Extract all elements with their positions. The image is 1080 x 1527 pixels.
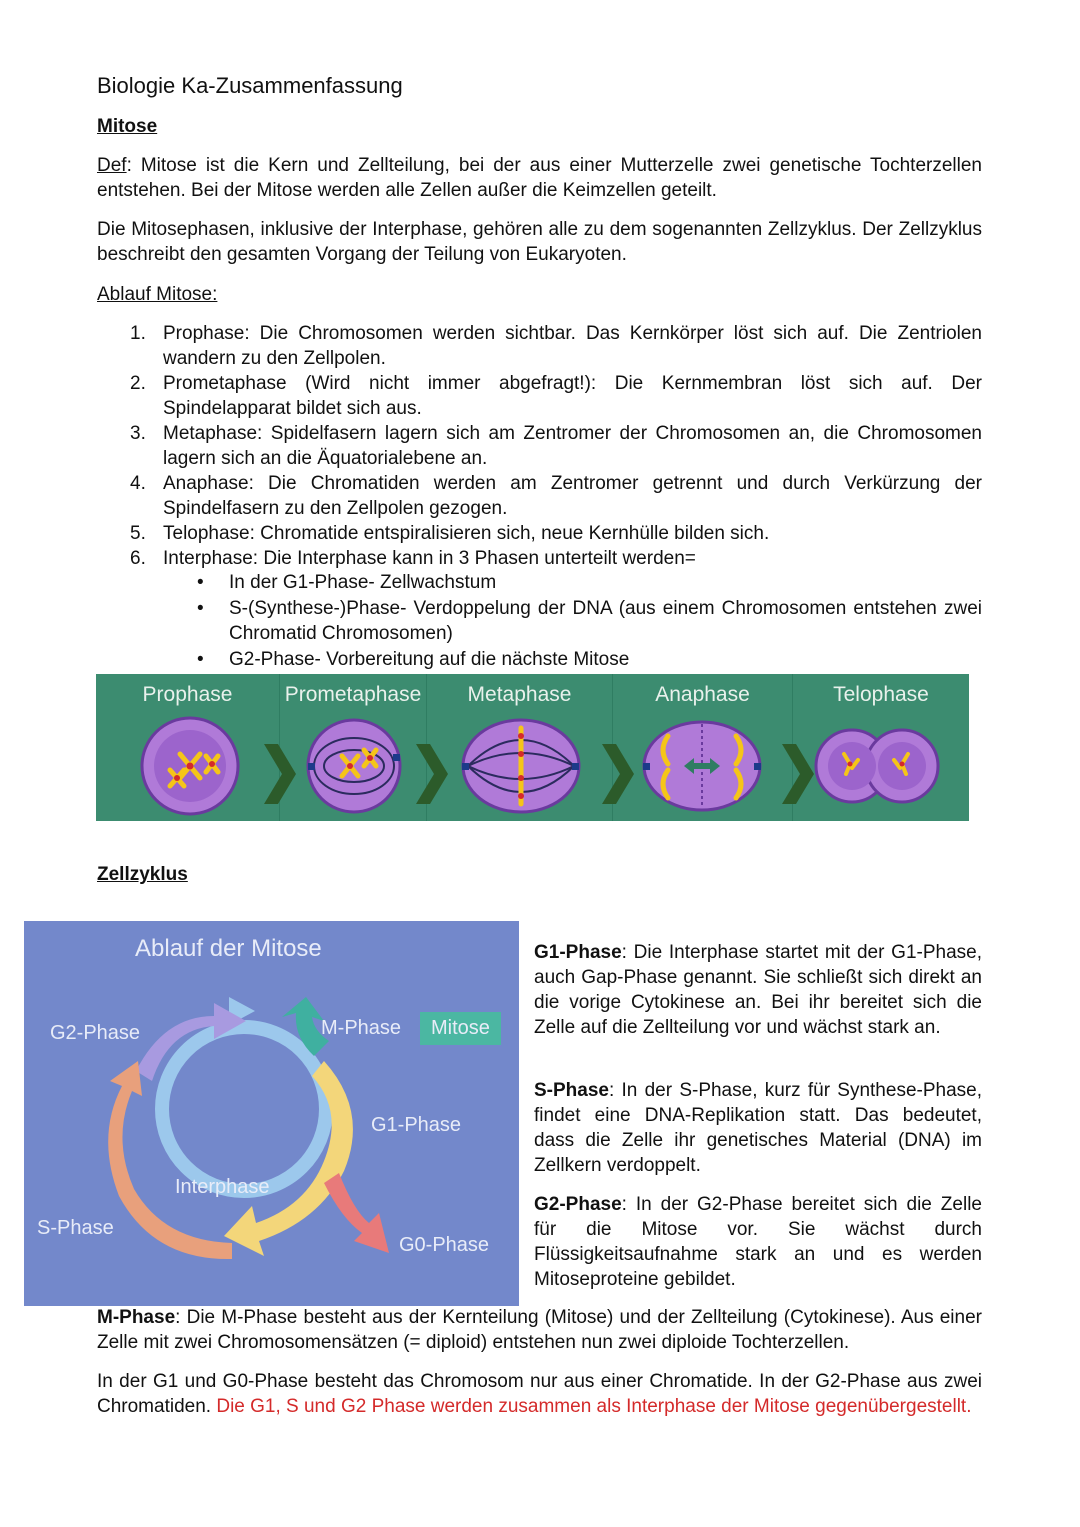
bullet-glyph: •: [197, 598, 204, 619]
interphase-bullet-list: [197, 570, 982, 672]
chevron-right-icon: [602, 744, 634, 804]
zellzyklus-intro-paragraph: Die Mitosephasen, inklusive der Interphase, gehören alle zu dem sogenannten Zellzyklus. Der Zellzyklus beschreibt den gesamten Vorgang der Teilung von Eukaryoten.: [97, 219, 982, 265]
g1-description-label: G1-Phase: [534, 942, 622, 963]
chevron-right-icon: [264, 744, 296, 804]
list-item-text: Prometaphase (Wird nicht immer abgefragt!): Die Kernmembran löst sich auf. Der Spindelapparat bildet sich aus.: [163, 373, 982, 419]
list-item: [130, 521, 982, 546]
list-item-text: Interphase: Die Interphase kann in 3 Phasen unterteilt werden=: [163, 548, 696, 569]
bullet-glyph: •: [197, 572, 204, 593]
telophase-cell-icon: [816, 730, 938, 802]
g0-phase-label: G0-Phase: [399, 1234, 490, 1256]
list-item-text: Metaphase: Spidelfasern lagern sich am Zentromer der Chromosomen an, die Chromosomen lagern sich an die Äquatorialebene an.: [163, 423, 982, 469]
prometaphase-cell-icon: [308, 720, 400, 812]
g1-description: [534, 940, 982, 1040]
m-description: [97, 1305, 982, 1355]
anaphase-cell-icon: [643, 722, 761, 810]
bullet-item: [197, 570, 982, 595]
g1-phase-label: G1-Phase: [371, 1114, 462, 1136]
phase-title: Prophase: [142, 683, 233, 706]
list-item: [130, 546, 982, 571]
phase-title: Prometaphase: [284, 683, 422, 706]
mitose-heading: Mitose: [97, 116, 158, 137]
s-phase-label: S-Phase: [37, 1217, 114, 1239]
g2-phase-label: G2-Phase: [50, 1022, 141, 1044]
metaphase-cell-icon: [462, 720, 579, 812]
phase-title: Metaphase: [467, 683, 572, 706]
ablauf-heading: Ablauf Mitose:: [97, 284, 218, 305]
zellzyklus-heading: Zellzyklus: [97, 864, 188, 885]
phase-title: Anaphase: [655, 683, 750, 706]
mitosis-phase-banner: [96, 674, 969, 821]
list-item-text: Telophase: Chromatide entspiralisieren sich, neue Kernhülle bilden sich.: [163, 523, 770, 544]
chevron-right-icon: [782, 744, 814, 804]
bullet-glyph: •: [197, 649, 204, 670]
interphase-ring: [162, 1027, 326, 1191]
list-number: 5.: [130, 523, 146, 544]
prophase-cell-icon: [142, 718, 238, 814]
list-item: [130, 321, 982, 371]
m-description-text: : Die M-Phase besteht aus der Kernteilung (Mitose) und der Zellteilung (Cytokinese). Aus einer Zelle mit zwei Chromosomensätzen (= diploid) entstehen nun zwei diploide Tochterzellen.: [97, 1307, 982, 1353]
g2-description-label: G2-Phase: [534, 1194, 622, 1215]
phase-cells-illustration: [96, 674, 969, 821]
document-title: Biologie Ka-Zusammenfassung: [97, 73, 403, 98]
cycle-diagram-title: Ablauf der Mitose: [135, 935, 322, 962]
list-number: 4.: [130, 473, 146, 494]
summary-text: In der G1 und G0-Phase besteht das Chromosom nur aus einer Chromatide. In der G2-Phase aus zwei Chromatiden.: [97, 1371, 982, 1417]
g1-description-text: : Die Interphase startet mit der G1-Phase, auch Gap-Phase genannt. Sie schließt sich direkt an die vorige Cytokinese an. Bei ihr bereitet sich die Zelle auf die Zellteilung vor und wächst stark an.: [534, 942, 982, 1038]
list-number: 6.: [130, 548, 146, 569]
s-description-text: : In der S-Phase, kurz für Synthese-Phase, findet eine DNA-Replikation statt. Das bedeutet, dass die Zelle ihr genetisches Material (DNA) im Zellkern verdoppelt.: [534, 1080, 982, 1176]
mitose-badge: Mitose: [420, 1012, 501, 1045]
definition-label: Def: [97, 155, 127, 176]
m-description-label: M-Phase: [97, 1307, 176, 1328]
cell-cycle-diagram: [24, 921, 519, 1306]
list-number: 2.: [130, 373, 146, 394]
g2-description: [534, 1192, 982, 1292]
interphase-label: Interphase: [175, 1176, 270, 1198]
definition-paragraph: [97, 153, 982, 203]
list-item-text: Prophase: Die Chromosomen werden sichtbar. Das Kernkörper löst sich auf. Die Zentriolen wandern zu den Zellpolen.: [163, 323, 982, 369]
list-number: 1.: [130, 323, 146, 344]
definition-text: : Mitose ist die Kern und Zellteilung, bei der aus einer Mutterzelle zwei genetische Tochterzellen entstehen. Bei der Mitose werden alle Zellen außer die Keimzellen geteilt.: [97, 155, 982, 201]
m-phase-label: M-Phase: [321, 1017, 402, 1039]
list-item: [130, 371, 982, 421]
list-item: [130, 421, 982, 471]
list-item: [130, 471, 982, 521]
g2-description-text: : In der G2-Phase bereitet sich die Zelle für die Mitose vor. Sie wächst durch Flüssigkeitsaufnahme stark an und es werden Mitoseproteine gebildet.: [534, 1194, 982, 1290]
bullet-item: [197, 596, 982, 646]
s-description-label: S-Phase: [534, 1080, 609, 1101]
g0-arrow: [324, 1173, 389, 1253]
chevron-right-icon: [416, 744, 448, 804]
summary-highlight-text: Die G1, S und G2 Phase werden zusammen als Interphase der Mitose gegenübergestellt.: [216, 1396, 972, 1417]
bullet-item: [197, 647, 982, 672]
g1-arrow: [224, 1061, 353, 1256]
chromosome-summary-paragraph: [97, 1369, 982, 1419]
bullet-text: G2-Phase- Vorbereitung auf die nächste Mitose: [229, 649, 630, 670]
list-number: 3.: [130, 423, 146, 444]
phase-title: Telophase: [833, 683, 929, 706]
list-item-text: Anaphase: Die Chromatiden werden am Zentromer getrennt und durch Verkürzung der Spindelfasern zu den Zellpolen gezogen.: [163, 473, 982, 519]
s-description: [534, 1078, 982, 1178]
bullet-text: In der G1-Phase- Zellwachstum: [229, 572, 497, 593]
bullet-text: S-(Synthese-)Phase- Verdoppelung der DNA (aus einem Chromosomen entstehen zwei Chromatid Chromosomen): [229, 598, 982, 644]
mitosis-steps-list: [130, 321, 982, 571]
